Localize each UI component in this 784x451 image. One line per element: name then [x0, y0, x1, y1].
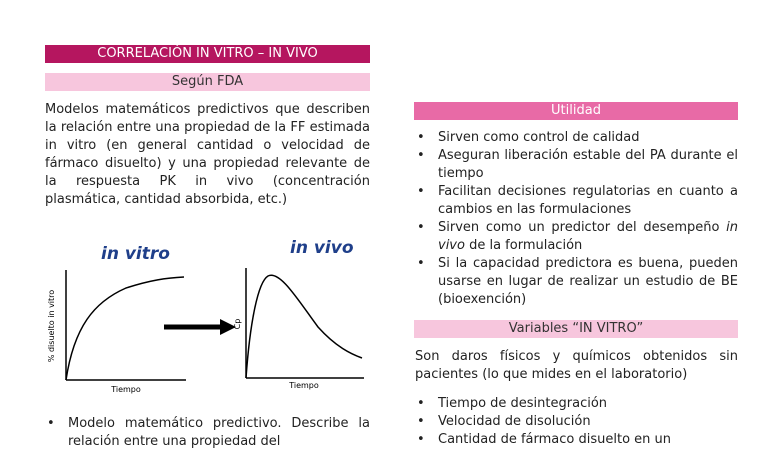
variables-in-vitro-header: Variables “IN VITRO” [414, 320, 738, 338]
list-item: • Cantidad de fármaco disuelto en un [415, 431, 738, 449]
in-vivo-emphasis: in vivo [438, 220, 738, 253]
definition-paragraph: Modelos matemáticos predictivos que describen la relación entre una propiedad de la FF estimada in vitro (en general cantidad o velocidad de fármaco disuelto) y una propiedad relevante de la respuesta PK in vivo (concentración plasmática, cantidad absorbida, etc.) [45, 102, 370, 207]
utilidad-list [415, 129, 738, 309]
in-vitro-y-label: % disuelto in vitro [47, 289, 56, 363]
item-text: de la formulación [464, 238, 583, 253]
in-vitro-title: in vitro [101, 244, 170, 264]
plasma-concentration-curve [246, 275, 362, 378]
list-item: • Sirven como control de calidad [415, 129, 738, 147]
list-item: • Si la capacidad predictora es buena, pueden usarse en lugar de realizar un estudio de BE (bioexención) [415, 255, 738, 309]
in-vivo-y-label: Cp [233, 318, 242, 330]
list-item: • Tiempo de desintegración [415, 395, 738, 413]
in-vitro-x-label: Tiempo [111, 385, 141, 394]
subtitle-segun-fda: Según FDA [45, 73, 370, 91]
list-item: • Modelo matemático predictivo. Describe la relación entre una propiedad del [45, 415, 370, 451]
in-vivo-title: in vivo [290, 238, 354, 258]
list-item: • Aseguran liberación estable del PA durante el tiempo [415, 147, 738, 183]
in-vivo-x-label: Tiempo [289, 381, 319, 390]
left-bullet-list [45, 415, 370, 451]
item-text: Sirven como un predictor del desempeño [438, 220, 727, 235]
list-item: • Facilitan decisiones regulatorias en cuanto a cambios en las formulaciones [415, 183, 738, 219]
list-item [415, 219, 738, 255]
ivivc-figure [36, 232, 370, 397]
variables-paragraph: Son daros físicos y químicos obtenidos sin pacientes (lo que mides en el laboratorio) [415, 349, 738, 382]
list-item: • Velocidad de disolución [415, 413, 738, 431]
section-title-correlacion: CORRELACIÓN IN VITRO – IN VIVO [45, 45, 370, 63]
utilidad-header: Utilidad [414, 102, 738, 120]
